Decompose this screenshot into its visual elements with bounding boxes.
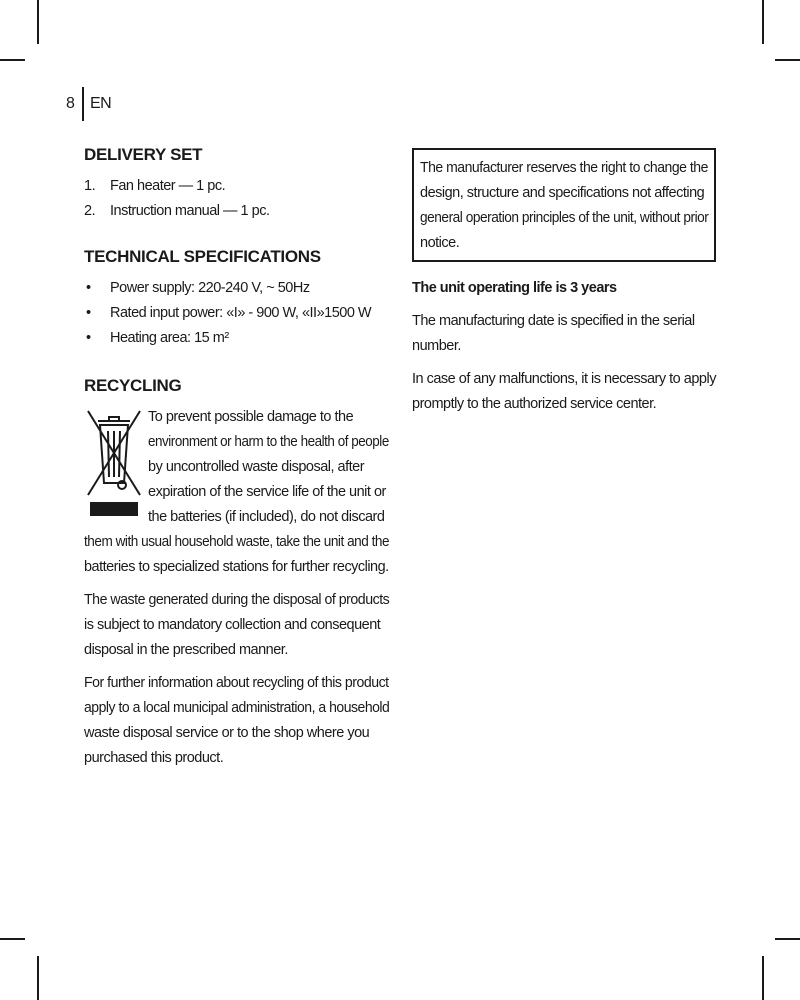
further-info-paragraph: For further information about recycling of this product apply to a local municipal administration, a household waste disposal service or to the shop where you purchased this product. — [84, 675, 390, 766]
spec-list — [84, 276, 389, 351]
list-item: • Heating area: 15 m² — [84, 326, 389, 351]
left-column — [84, 140, 389, 771]
crop-mark — [775, 938, 800, 940]
operating-life: The unit operating life is 3 years — [412, 280, 617, 296]
header-divider — [82, 87, 84, 121]
list-item: • Rated input power: «I» - 900 W, «II»1500 W — [84, 301, 389, 326]
technical-specifications-section — [84, 242, 389, 351]
right-column — [412, 148, 717, 417]
crop-mark — [0, 938, 25, 940]
disposal-paragraph: The waste generated during the disposal of products is subject to mandatory collection and consequent disposal in the prescribed manner. — [84, 592, 390, 658]
recycling-paragraph: To prevent possible damage to the environment or harm to the health of people by uncontrolled waste disposal, after expiration of the service life of the unit or the batteries (if included), do not discard them with usual household waste, take the unit and the batteries to specialized stations for further recycling. — [84, 409, 390, 575]
malfunctions-paragraph: In case of any malfunctions, it is necessary to apply promptly to the authorized service center. — [412, 371, 716, 412]
crossed-out-bin-icon — [86, 407, 142, 517]
recycling-section — [84, 371, 389, 771]
technical-specifications-title: TECHNICAL SPECIFICATIONS — [84, 247, 321, 266]
recycling-title: RECYCLING — [84, 376, 182, 395]
crop-mark — [37, 0, 39, 44]
list-item: 2. Instruction manual — 1 pc. — [84, 203, 270, 219]
delivery-set-title: DELIVERY SET — [84, 145, 203, 164]
list-item: • Power supply: 220-240 V, ~ 50Hz — [84, 276, 389, 301]
manufacturer-notice-box: The manufacturer reserves the right to change the design, structure and specifications not affecting general operation principles of the unit, without prior notice. — [412, 148, 716, 262]
list-item: 1. Fan heater — 1 pc. — [84, 178, 226, 194]
crop-mark — [762, 956, 764, 1000]
delivery-list — [84, 174, 389, 224]
crop-mark — [0, 59, 25, 61]
language-code: EN — [90, 95, 112, 112]
crop-mark — [37, 956, 39, 1000]
manufacturing-date-paragraph: The manufacturing date is specified in the serial number. — [412, 313, 695, 354]
delivery-set-section — [84, 140, 389, 224]
crop-mark — [762, 0, 764, 44]
page-header — [66, 90, 111, 118]
page-number: 8 — [66, 95, 75, 112]
recycling-body — [84, 405, 389, 580]
crop-mark — [775, 59, 800, 61]
